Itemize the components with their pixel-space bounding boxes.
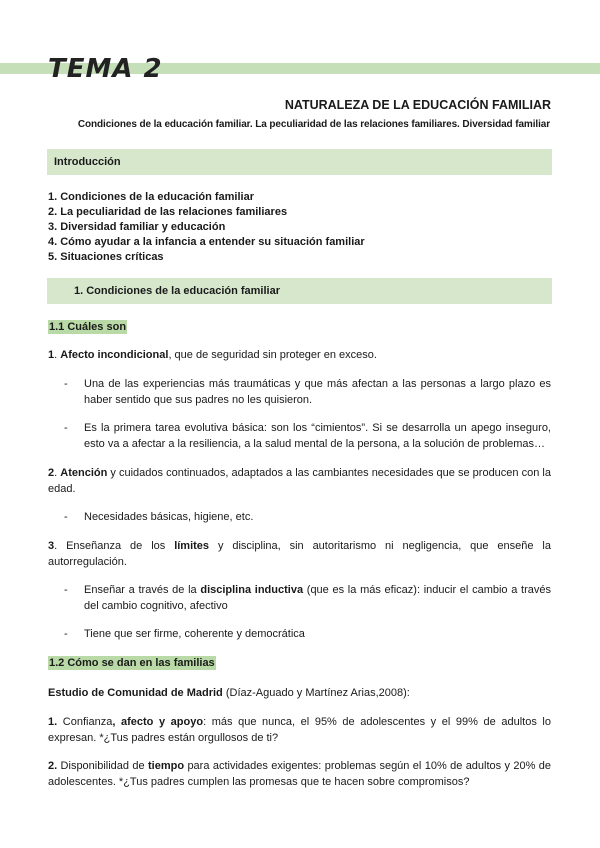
item-1-bullet-2 bbox=[64, 420, 551, 452]
intro-label: Introducción bbox=[54, 156, 121, 168]
finding-1-paragraph bbox=[48, 714, 551, 746]
finding-2-paragraph bbox=[48, 758, 551, 790]
section-1-band bbox=[47, 278, 552, 304]
finding-1-number: 1. bbox=[48, 716, 58, 728]
item-1-number: 1 bbox=[48, 349, 55, 361]
dash-bullet: - bbox=[64, 422, 68, 434]
item-3-number: 3 bbox=[48, 540, 55, 552]
item-2-bold: Atención bbox=[60, 467, 108, 479]
bullet-bold: disciplina inductiva bbox=[200, 584, 304, 596]
finding-2-pre: Disponibilidad de bbox=[57, 760, 149, 772]
dash-bullet: - bbox=[64, 378, 68, 390]
finding-2-text: para actividades exigentes: problemas según el 10% de adultos y 20% de adolescentes. *¿Tus padres cumplen las promesas que te hacen sobre compromisos? bbox=[48, 760, 552, 788]
item-1-paragraph: 1. Afecto incondicional, que de seguridad sin proteger en exceso. bbox=[48, 349, 377, 361]
section-1-heading: 1. Condiciones de la educación familiar bbox=[74, 285, 281, 297]
dash-bullet: - bbox=[64, 511, 68, 523]
bullet-text: Es la primera tarea evolutiva básica: son los “cimientos”. Si se desarrolla un apego inseguro, esto va a afectar a la resiliencia, a la salud mental de la persona, a la solución de problemas… bbox=[84, 422, 551, 450]
item-2-paragraph: 2. Atención y cuidados continuados, adaptados a las cambiantes necesidades que se producen con la edad. bbox=[48, 467, 551, 495]
toc-item: 4. Cómo ayudar a la infancia a entender su situación familiar bbox=[48, 236, 365, 248]
intro-section-band bbox=[47, 149, 552, 175]
item-2-text: y cuidados continuados, adaptados a las cambiantes necesidades que se producen con la edad. bbox=[48, 467, 551, 495]
finding-1-text: : más que nunca, el 95% de adolescentes y el 99% de adultos lo expresan. *¿Tus padres están orgullosos de ti? bbox=[48, 716, 551, 744]
dash-bullet: - bbox=[64, 628, 68, 640]
item-1-bold: Afecto incondicional bbox=[60, 349, 169, 361]
study-bold: Estudio de Comunidad de Madrid bbox=[48, 687, 223, 699]
subsection-1-1-heading: 1.1 Cuáles son bbox=[49, 321, 127, 333]
document-title: NATURALEZA DE LA EDUCACIÓN FAMILIAR bbox=[284, 98, 551, 112]
finding-2-number: 2. bbox=[48, 760, 58, 772]
toc-item: 2. La peculiaridad de las relaciones familiares bbox=[48, 206, 288, 218]
finding-1-bold: , afecto y apoyo bbox=[112, 716, 204, 728]
item-1-text: , que de seguridad sin proteger en exceso. bbox=[168, 349, 377, 361]
item-3-bold: límites bbox=[174, 540, 210, 552]
bullet-text bbox=[84, 582, 551, 614]
table-of-contents bbox=[48, 190, 365, 265]
item-2-number: 2 bbox=[48, 467, 55, 479]
item-3-pre: . Enseñanza de los bbox=[54, 540, 175, 552]
item-3-text: y disciplina, sin autoritarismo ni negligencia, que enseñe la autorregulación. bbox=[48, 540, 551, 568]
toc-item: 3. Diversidad familiar y educación bbox=[48, 221, 226, 233]
item-3-bullet-1 bbox=[64, 582, 551, 614]
toc-item: 1. Condiciones de la educación familiar bbox=[48, 191, 255, 203]
subsection-1-2-heading: 1.2 Cómo se dan en las familias bbox=[49, 657, 215, 669]
bullet-text: Necesidades básicas, higiene, etc. bbox=[84, 511, 254, 523]
item-3-bullet-2 bbox=[64, 626, 551, 642]
bullet-text: Tiene que ser firme, coherente y democrática bbox=[84, 628, 305, 640]
study-paragraph bbox=[48, 685, 551, 701]
dash-bullet: - bbox=[64, 584, 68, 596]
document-subtitle: Condiciones de la educación familiar. La peculiaridad de las relaciones familiares. Diversidad familiar bbox=[77, 119, 550, 130]
finding-2-bold: tiempo bbox=[148, 760, 185, 772]
bullet-pre: Enseñar a través de la bbox=[84, 584, 201, 596]
study-text: (Díaz-Aguado y Martínez Arias,2008): bbox=[222, 687, 410, 699]
bullet-text: Una de las experiencias más traumáticas y que más afectan a las personas a largo plazo es haber sentido que sus padres no les quisieron. bbox=[84, 378, 551, 406]
item-1-bullet-1 bbox=[64, 376, 551, 408]
bullet-rest: (que es la más eficaz): inducir el cambio a través del cambio cognitivo, afectivo bbox=[84, 584, 552, 612]
item-3-paragraph bbox=[48, 538, 551, 570]
tema-heading: TEMA 2 bbox=[48, 54, 163, 84]
toc-item: 5. Situaciones críticas bbox=[48, 251, 164, 263]
finding-1-pre: Confianza bbox=[57, 716, 113, 728]
item-2-bullet-1 bbox=[64, 509, 551, 525]
